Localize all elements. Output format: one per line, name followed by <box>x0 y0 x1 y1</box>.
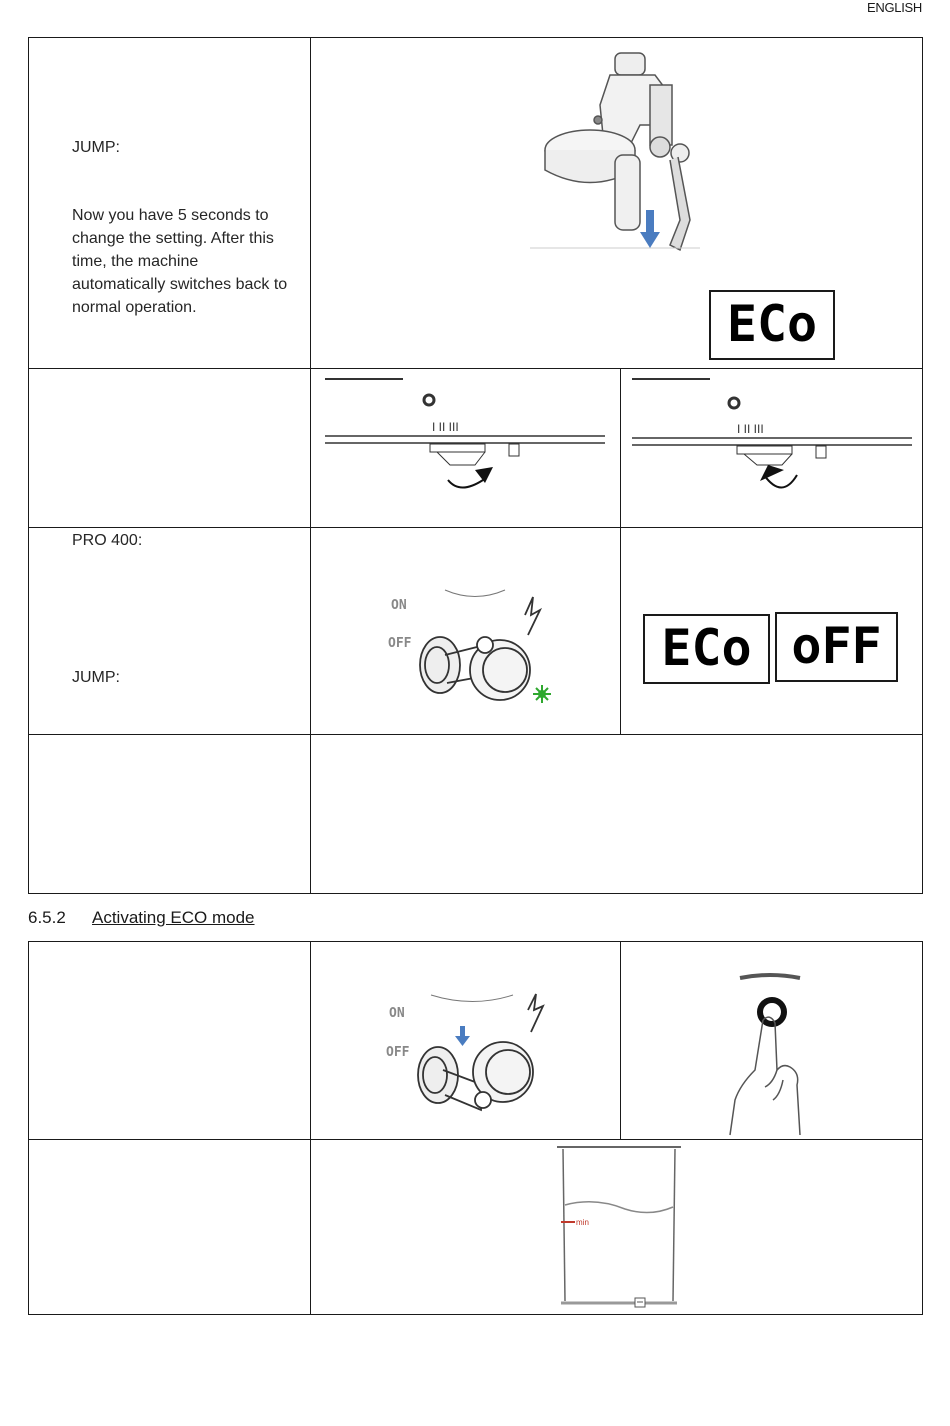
language-label: ENGLISH <box>867 0 922 15</box>
switch-off-label: OFF <box>388 636 412 651</box>
on-off-switch-illustration <box>385 585 560 715</box>
switch-mark-label: I II III <box>432 420 459 434</box>
switch-rotate-left-illustration <box>325 375 610 500</box>
eco-display-text: ECo <box>726 295 818 353</box>
switch-on-label: ON <box>389 1006 405 1021</box>
switch-mark-label: I II III <box>737 422 764 436</box>
jump-label: JUMP: <box>72 669 120 686</box>
row-divider <box>28 368 923 369</box>
switch-off-label: OFF <box>386 1045 410 1060</box>
down-arrow-icon <box>455 1036 470 1046</box>
column-divider <box>310 37 311 894</box>
section-title: Activating ECO mode <box>92 908 255 927</box>
press-button-illustration <box>725 975 810 1135</box>
switch-rotate-right-illustration <box>632 375 917 500</box>
eco-display <box>643 614 770 684</box>
column-divider <box>620 368 621 734</box>
led-indicator <box>538 690 546 698</box>
water-tank-illustration <box>555 1143 685 1311</box>
eco-display-text: ECo <box>661 619 752 677</box>
row-divider <box>28 1139 923 1140</box>
instruction-text: Now you have 5 seconds to change the setting. After this time, the machine automatically switches back to normal operation. <box>72 207 288 316</box>
column-divider <box>310 941 311 1315</box>
switch-on-label: ON <box>391 598 407 613</box>
section-heading <box>28 908 255 928</box>
section-number: 6.5.2 <box>28 908 66 927</box>
switch-off-illustration <box>383 990 558 1120</box>
off-display <box>775 612 898 682</box>
steam-lever-illustration <box>530 45 710 255</box>
column-divider <box>620 941 621 1139</box>
eco-display <box>709 290 835 360</box>
down-arrow-icon <box>640 210 660 250</box>
jump-label: JUMP: <box>72 139 120 156</box>
off-display-text: oFF <box>791 617 882 675</box>
min-level-label: min <box>576 1218 589 1227</box>
row-divider <box>28 527 923 528</box>
model-label: PRO 400: <box>72 532 143 549</box>
row-divider <box>28 734 923 735</box>
